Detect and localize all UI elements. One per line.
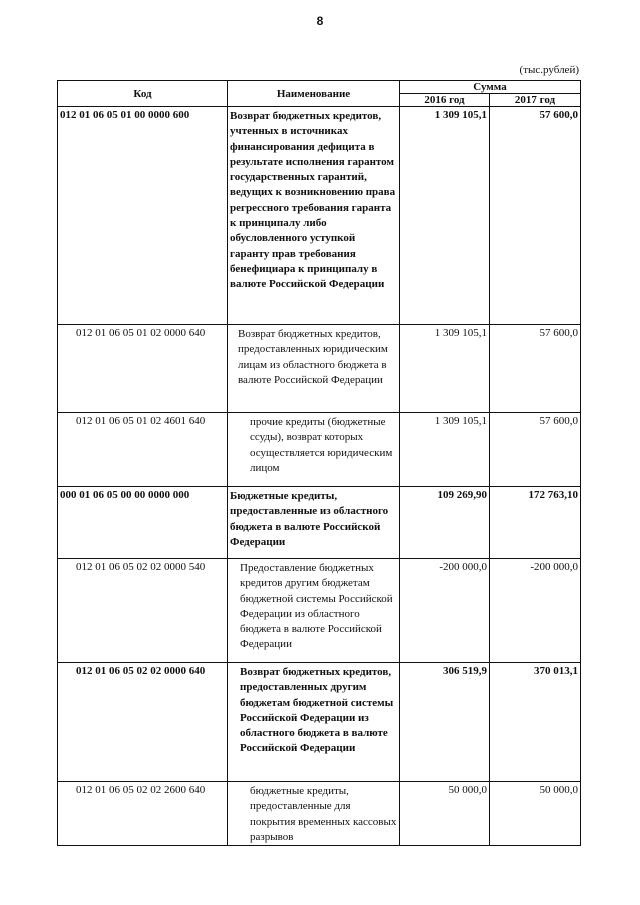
row-name: Возврат бюджетных кредитов, предоставленных другим бюджетам бюджетной системы Российской Федерации из областного бюджета в валюте Российской Федерации	[240, 666, 394, 755]
row-code: 012 01 06 05 01 02 0000 640	[76, 327, 206, 339]
row-amount-2016: 1 309 105,1	[434, 109, 487, 121]
row-amount-2017: 50 000,0	[539, 784, 578, 796]
row-amount-2017: 370 013,1	[534, 665, 578, 677]
row-code: 012 01 06 05 02 02 2600 640	[76, 784, 206, 796]
page-number: 8	[316, 14, 324, 28]
column-header-code: Код	[58, 81, 228, 107]
row-code: 000 01 06 05 00 00 0000 000	[60, 489, 190, 501]
table-row	[58, 487, 581, 559]
column-header-sum: Сумма	[400, 81, 581, 94]
table-row	[58, 559, 581, 663]
row-amount-2017: 57 600,0	[539, 415, 578, 427]
row-amount-2017: 57 600,0	[539, 327, 578, 339]
table-row	[58, 782, 581, 846]
table-row	[58, 107, 581, 325]
row-name: Бюджетные кредиты, предоставленные из областного бюджета в валюте Российской Федерации	[230, 490, 389, 548]
row-code: 012 01 06 05 02 02 0000 540	[76, 561, 206, 573]
row-code: 012 01 06 05 01 00 0000 600	[60, 109, 190, 121]
row-name: прочие кредиты (бюджетные ссуды), возврат которых осуществляется юридическим лицом	[250, 416, 393, 474]
row-name: бюджетные кредиты, предоставленные для покрытия временных кассовых разрывов	[250, 785, 397, 843]
row-amount-2016: 109 269,90	[437, 489, 487, 501]
row-name: Возврат бюджетных кредитов, учтенных в источниках финансирования дефицита в результате исполнения гарантом государственных гарантий, ведущих к возникновению права регрессного требования гаранта к принципалу либо обусловленного уступкой гаранту прав требования бенефициара к принципалу в валюте Российской Федерации	[230, 110, 396, 291]
row-amount-2016: 1 309 105,1	[434, 327, 487, 339]
row-amount-2016: 1 309 105,1	[434, 415, 487, 427]
table-row	[58, 413, 581, 487]
table-row	[58, 663, 581, 782]
row-amount-2016: 50 000,0	[448, 784, 487, 796]
row-amount-2016: -200 000,0	[439, 561, 487, 573]
row-name: Предоставление бюджетных кредитов другим бюджетам бюджетной системы Российской Федерации из областного бюджета в валюте Российской Федерации	[240, 562, 393, 651]
row-name: Возврат бюджетных кредитов, предоставленных юридическим лицам из областного бюджета в валюте Российской Федерации	[238, 328, 388, 386]
row-amount-2017: -200 000,0	[530, 561, 578, 573]
row-amount-2017: 57 600,0	[539, 109, 578, 121]
row-code: 012 01 06 05 02 02 0000 640	[76, 665, 206, 677]
row-code: 012 01 06 05 01 02 4601 640	[76, 415, 206, 427]
row-amount-2017: 172 763,10	[528, 489, 578, 501]
column-header-name: Наименование	[228, 81, 400, 107]
table-row	[58, 325, 581, 413]
row-amount-2016: 306 519,9	[443, 665, 487, 677]
column-header-2017: 2017 год	[490, 94, 581, 107]
budget-sources-table	[57, 80, 581, 846]
column-header-2016: 2016 год	[400, 94, 490, 107]
units-label: (тыс.рублей)	[519, 64, 579, 76]
